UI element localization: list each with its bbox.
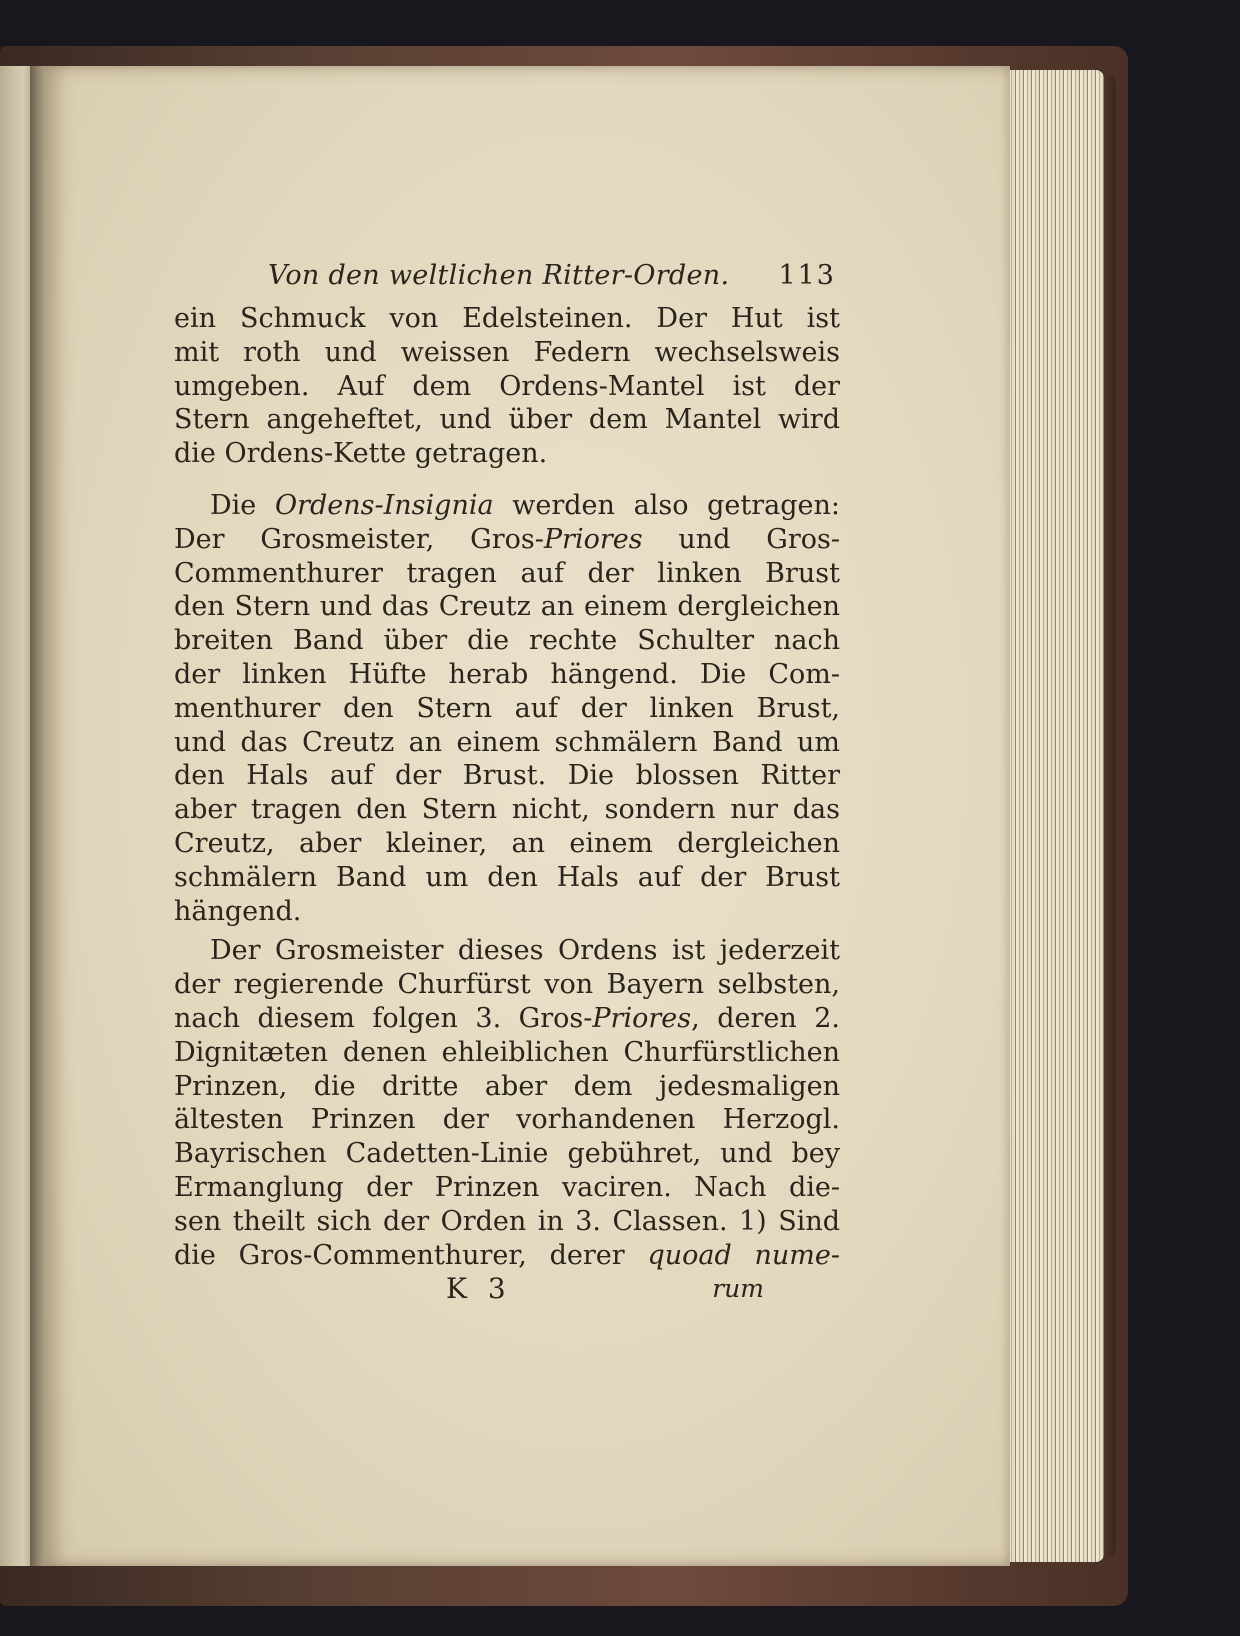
text-line: schmälern Band um den Hals auf der Brust: [174, 861, 840, 893]
text-run: werden also getragen:: [493, 489, 840, 521]
text-line: Bayrischen Cadetten-Linie gebühret, und bey: [174, 1138, 840, 1170]
paragraph-1: [174, 302, 840, 471]
text-line: die Ordens-Kette getragen.: [174, 438, 548, 470]
page-text-block: [174, 256, 840, 1312]
text-line: [174, 489, 840, 523]
text-line: Commenthurer tragen auf der linken Brust: [174, 557, 840, 589]
paragraph-2: [174, 489, 840, 928]
text-line: menthurer den Stern auf der linken Brust,: [174, 692, 840, 724]
text-line: ältesten Prinzen der vorhandenen Herzogl.: [174, 1104, 840, 1136]
catchword: rum: [712, 1274, 764, 1304]
text-line: sen theilt sich der Orden in 3. Classen. 1) Sind: [174, 1205, 840, 1237]
paragraph-3: [174, 934, 840, 1272]
text-line: ein Schmuck von Edelsteinen. Der Hut ist: [174, 303, 840, 334]
text-line: [174, 1239, 840, 1273]
text-line: [174, 1002, 840, 1036]
text-run: die Gros-Commenthurer, derer: [174, 1239, 648, 1271]
text-line: hängend.: [174, 895, 302, 927]
text-line: Ermanglung der Prinzen vaciren. Nach die-: [174, 1171, 840, 1203]
text-line: Der Grosmeister dieses Ordens ist jederzeit: [210, 935, 840, 967]
text-line: Prinzen, die dritte aber dem jedesmaligen: [174, 1070, 840, 1102]
text-line: der linken Hüfte herab hängend. Die Com-: [174, 658, 840, 690]
italic-term: Priores: [592, 1002, 692, 1034]
text-run: nach diesem folgen 3. Gros-: [174, 1002, 593, 1034]
text-run: und Gros-: [642, 523, 841, 555]
running-head: [174, 256, 840, 302]
text-line: umgeben. Auf dem Ordens-Mantel ist der: [174, 370, 840, 402]
signature-mark: K 3: [446, 1272, 512, 1306]
italic-term: Ordens-Insignia: [274, 489, 494, 521]
italic-term: Priores: [543, 523, 643, 555]
running-head-title: Von den weltlichen Ritter-Orden.: [268, 260, 730, 291]
page-edges: [1008, 70, 1104, 1562]
italic-term: quoad nume-: [647, 1239, 840, 1271]
text-run: Der Grosmeister, Gros-: [174, 523, 544, 555]
text-line: und das Creutz an einem schmälern Band um: [174, 726, 840, 758]
text-line: aber tragen den Stern nicht, sondern nur das: [174, 794, 840, 826]
text-line: Dignitæten denen ehleiblichen Churfürstlichen: [174, 1036, 840, 1068]
text-line: Stern angeheftet, und über dem Mantel wird: [174, 404, 840, 436]
text-run: , deren 2.: [691, 1002, 841, 1034]
text-line: mit roth und weissen Federn wechselsweis: [174, 336, 840, 368]
text-line: [174, 523, 840, 557]
text-line: den Hals auf der Brust. Die blossen Ritter: [174, 760, 840, 792]
text-run: Die: [210, 489, 275, 521]
text-line: Creutz, aber kleiner, an einem dergleichen: [174, 827, 840, 859]
page-number: 113: [778, 260, 836, 291]
text-line: breiten Band über die rechte Schulter nach: [174, 625, 840, 657]
text-line: der regierende Churfürst von Bayern selbsten,: [174, 969, 840, 1001]
page-footer: [174, 1272, 840, 1312]
text-line: den Stern und das Creutz an einem dergleichen: [174, 591, 840, 623]
